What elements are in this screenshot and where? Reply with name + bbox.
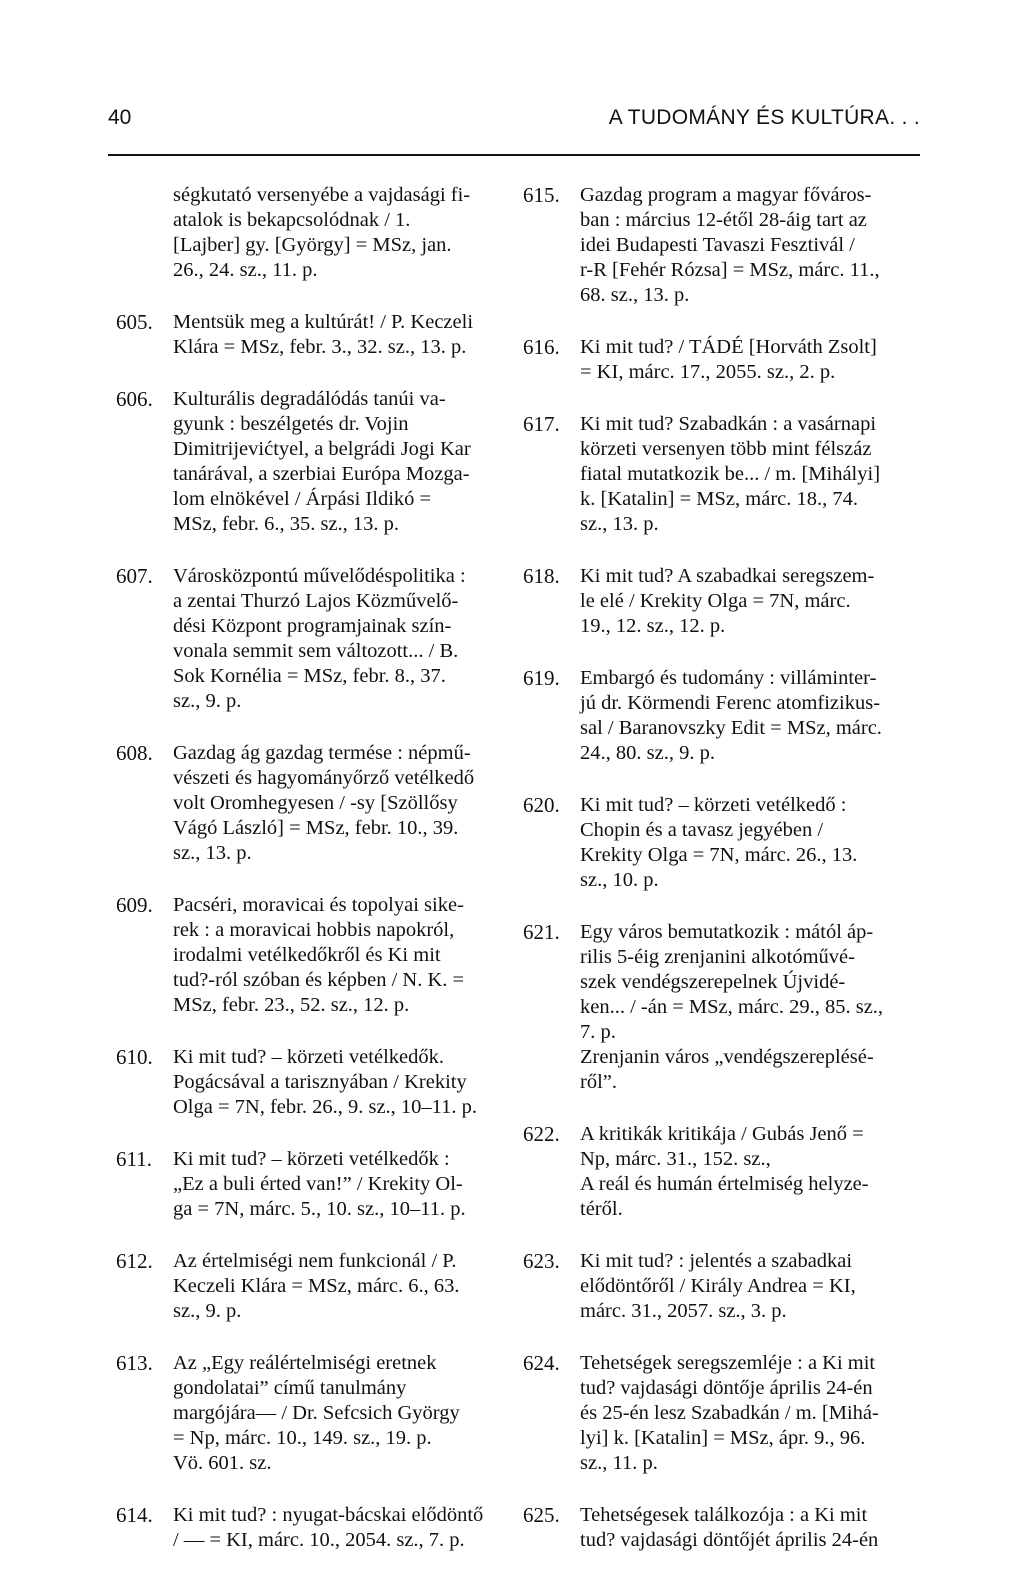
entry-line: tud? vajdasági döntőjét április 24-én [580, 1529, 879, 1551]
page-header [108, 96, 920, 156]
entry-line: Ki mit tud? Szabadkán : a vasárnapi [580, 413, 877, 435]
entry-line: Az „Egy reálértelmiségi eretnek [173, 1352, 437, 1374]
entry-line: Dimitrijevićtyel, a belgrádi Jogi Kar [173, 438, 471, 460]
entry-number: 624. [523, 1351, 560, 1375]
bibliography-entry [116, 387, 516, 537]
entry-line: Gazdag ág gazdag termése : népmű- [173, 742, 471, 764]
entry-line: ről”. [580, 1071, 617, 1093]
entry-line: Embargó és tudomány : villáminter- [580, 667, 877, 689]
entry-line: ga = 7N, márc. 5., 10. sz., 10–11. p. [173, 1198, 466, 1220]
entry-number: 621. [523, 920, 560, 944]
entry-number: 616. [523, 335, 560, 359]
bibliography-entry [116, 564, 516, 714]
entry-line: = Np, márc. 10., 149. sz., 19. p. [173, 1427, 432, 1449]
entry-number: 614. [116, 1503, 153, 1527]
entry-line: rilis 5-éig zrenjanini alkotóművé- [580, 946, 855, 968]
bibliography-entry [116, 310, 516, 360]
entry-line: Ki mit tud? – körzeti vetélkedők : [173, 1148, 450, 1170]
entry-line: Ki mit tud? : jelentés a szabadkai [580, 1250, 853, 1272]
entry-text [580, 666, 923, 766]
entry-line: jú dr. Körmendi Ferenc atomfizikus- [580, 692, 881, 714]
entry-line: Np, márc. 31., 152. sz., [580, 1148, 771, 1170]
entry-number: 612. [116, 1249, 153, 1273]
entry-number: 613. [116, 1351, 153, 1375]
bibliography-entry [523, 564, 923, 639]
entry-line: Gazdag program a magyar főváros- [580, 184, 872, 206]
entry-line: Ki mit tud? – körzeti vetélkedő : [580, 794, 847, 816]
entry-line: Klára = MSz, febr. 3., 32. sz., 13. p. [173, 336, 467, 358]
bibliography-entry [116, 1351, 516, 1476]
entry-line: Vágó László] = MSz, febr. 10., 39. [173, 817, 459, 839]
entry-line: / — = KI, márc. 10., 2054. sz., 7. p. [173, 1529, 465, 1551]
entry-line: tud? vajdasági döntője április 24-én [580, 1377, 873, 1399]
entry-line: Olga = 7N, febr. 26., 9. sz., 10–11. p. [173, 1096, 478, 1118]
entry-line: Városközpontú művelődéspolitika : [173, 565, 466, 587]
entry-line: k. [Katalin] = MSz, márc. 18., 74. [580, 488, 859, 510]
entry-line: Zrenjanin város „vendégszereplésé- [580, 1046, 874, 1068]
running-title: A TUDOMÁNY ÉS KULTÚRA. . . [608, 106, 920, 129]
entry-text [173, 1045, 516, 1120]
entry-text [173, 387, 516, 537]
entry-text [580, 1351, 923, 1476]
entry-line: Chopin és a tavasz jegyében / [580, 819, 824, 841]
entry-line: Pogácsával a tarisznyában / Krekity [173, 1071, 467, 1093]
entry-text [173, 310, 516, 360]
entry-line: A reál és humán értelmiség helyze- [580, 1173, 869, 1195]
entry-line: Tehetségek seregszemléje : a Ki mit [580, 1352, 876, 1374]
page-number: 40 [108, 106, 132, 129]
bibliography-entry [116, 1503, 516, 1553]
entry-line: A kritikák kritikája / Gubás Jenő = [580, 1123, 864, 1145]
entry-line: MSz, febr. 6., 35. sz., 13. p. [173, 513, 400, 535]
entry-number: 608. [116, 741, 153, 765]
entry-text [580, 920, 923, 1095]
entry-text [580, 1122, 923, 1222]
entry-line: 19., 12. sz., 12. p. [580, 615, 726, 637]
entry-line: rek : a moravicai hobbis napokról, [173, 919, 455, 941]
entry-text [580, 335, 923, 385]
entry-number: 619. [523, 666, 560, 690]
entry-line: és 25-én lesz Szabadkán / m. [Mihá- [580, 1402, 879, 1424]
bibliography-entry [116, 1147, 516, 1222]
entry-line: Ki mit tud? A szabadkai seregszem- [580, 565, 875, 587]
entry-line: Egy város bemutatkozik : mától áp- [580, 921, 874, 943]
entry-line: atalok is bekapcsolódnak / 1. [173, 209, 411, 231]
entry-number: 620. [523, 793, 560, 817]
entry-line: gondolatai” című tanulmány [173, 1377, 407, 1399]
entry-text [580, 1249, 923, 1324]
entry-line: elődöntőről / Király Andrea = KI, [580, 1275, 856, 1297]
entry-text [580, 1503, 923, 1553]
entry-line: sz., 13. p. [580, 513, 659, 535]
entry-line: = KI, márc. 17., 2055. sz., 2. p. [580, 361, 836, 383]
entry-number: 611. [116, 1147, 152, 1171]
entry-line: irodalmi vetélkedőkről és Ki mit [173, 944, 441, 966]
entry-line: Az értelmiségi nem funkcionál / P. [173, 1250, 457, 1272]
entry-line: Mentsük meg a kultúrát! / P. Keczeli [173, 311, 474, 333]
bibliography-entry [523, 666, 923, 766]
entry-line: Pacséri, moravicai és topolyai sike- [173, 894, 464, 916]
entry-line: tanárával, a szerbiai Európa Mozga- [173, 463, 470, 485]
entry-line: margójára— / Dr. Sefcsich György [173, 1402, 460, 1424]
entry-text [173, 1249, 516, 1324]
entry-line: ken... / -án = MSz, márc. 29., 85. sz., [580, 996, 884, 1018]
entry-line: 26., 24. sz., 11. p. [173, 259, 318, 281]
bibliography-entry [523, 183, 923, 308]
entry-line: lom elnökével / Árpási Ildikó = [173, 488, 432, 510]
entry-number: 610. [116, 1045, 153, 1069]
bibliography-entry [523, 412, 923, 537]
bibliography-entry [523, 1249, 923, 1324]
bibliography-entry [116, 741, 516, 866]
entry-number: 607. [116, 564, 153, 588]
entry-line: Ki mit tud? : nyugat-bácskai elődöntő [173, 1504, 484, 1526]
entry-number: 625. [523, 1503, 560, 1527]
entry-text [173, 1147, 516, 1222]
continued-entry [116, 183, 516, 283]
bibliography-entry [116, 1249, 516, 1324]
bibliography-entry [116, 893, 516, 1018]
entry-line: gyunk : beszélgetés dr. Vojin [173, 413, 409, 435]
entry-line: szek vendégszerepelnek Újvidé- [580, 971, 846, 993]
entry-line: [Lajber] gy. [György] = MSz, jan. [173, 234, 452, 256]
entry-line: sz., 10. p. [580, 869, 659, 891]
entry-text [580, 564, 923, 639]
entry-line: Keczeli Klára = MSz, márc. 6., 63. [173, 1275, 460, 1297]
bibliography-entry [523, 793, 923, 893]
entry-line: le elé / Krekity Olga = 7N, márc. [580, 590, 851, 612]
entry-number: 623. [523, 1249, 560, 1273]
entry-line: idei Budapesti Tavaszi Fesztivál / [580, 234, 855, 256]
entry-number: 622. [523, 1122, 560, 1146]
entry-line: lyi] k. [Katalin] = MSz, ápr. 9., 96. [580, 1427, 866, 1449]
entry-line: márc. 31., 2057. sz., 3. p. [580, 1300, 787, 1322]
entry-line: körzeti versenyen több mint félszáz [580, 438, 872, 460]
bibliography-entry [523, 1503, 923, 1553]
right-column [523, 183, 923, 1580]
entry-text [173, 1351, 516, 1476]
entry-text [173, 893, 516, 1018]
entry-text [173, 564, 516, 714]
entry-line: téről. [580, 1198, 623, 1220]
entry-line: Ki mit tud? / TÁDÉ [Horváth Zsolt] [580, 336, 877, 358]
entry-line: Vö. 601. sz. [173, 1452, 272, 1474]
entry-line: a zentai Thurzó Lajos Közművelő- [173, 590, 459, 612]
entry-line: Ki mit tud? – körzeti vetélkedők. [173, 1046, 444, 1068]
entry-number: 617. [523, 412, 560, 436]
entry-number: 615. [523, 183, 560, 207]
entry-line: sz., 13. p. [173, 842, 252, 864]
right-entry-list [523, 183, 923, 1553]
entry-text [173, 1503, 516, 1553]
bibliography-entry [523, 1122, 923, 1222]
bibliography-entry [523, 1351, 923, 1476]
entry-number: 605. [116, 310, 153, 334]
entry-line: 24., 80. sz., 9. p. [580, 742, 715, 764]
entry-line: fiatal mutatkozik be... / m. [Mihályi] [580, 463, 881, 485]
entry-line: Sok Kornélia = MSz, febr. 8., 37. [173, 665, 446, 687]
bibliography-entry [523, 335, 923, 385]
entry-line: „Ez a buli érted van!” / Krekity Ol- [173, 1173, 463, 1195]
entry-line: vészeti és hagyományőrző vetélkedő [173, 767, 475, 789]
entry-line: MSz, febr. 23., 52. sz., 12. p. [173, 994, 410, 1016]
entry-line: 68. sz., 13. p. [580, 284, 690, 306]
entry-line: sz., 11. p. [580, 1452, 658, 1474]
entry-number: 609. [116, 893, 153, 917]
entry-line: vonala semmit sem változott... / B. [173, 640, 459, 662]
left-column [116, 183, 516, 1580]
continued-entry-text [173, 183, 516, 283]
left-entry-list [116, 310, 516, 1553]
entry-line: 7. p. [580, 1021, 616, 1043]
entry-number: 606. [116, 387, 153, 411]
entry-line: Tehetségesek találkozója : a Ki mit [580, 1504, 868, 1526]
entry-line: Kulturális degradálódás tanúi va- [173, 388, 446, 410]
entry-line: sal / Baranovszky Edit = MSz, márc. [580, 717, 882, 739]
entry-line: sz., 9. p. [173, 1300, 242, 1322]
entry-line: volt Oromhegyesen / -sy [Szöllősy [173, 792, 458, 814]
entry-number: 618. [523, 564, 560, 588]
entry-line: ségkutató versenyébe a vajdasági fi- [173, 184, 471, 206]
entry-line: sz., 9. p. [173, 690, 242, 712]
entry-text [580, 793, 923, 893]
bibliography-entry [523, 920, 923, 1095]
entry-line: ban : március 12-étől 28-áig tart az [580, 209, 867, 231]
entry-text [580, 412, 923, 537]
bibliography-entry [116, 1045, 516, 1120]
entry-line: tud?-ról szóban és képben / N. K. = [173, 969, 465, 991]
entry-text [173, 741, 516, 866]
entry-line: r-R [Fehér Rózsa] = MSz, márc. 11., [580, 259, 880, 281]
entry-line: Krekity Olga = 7N, márc. 26., 13. [580, 844, 858, 866]
entry-text [580, 183, 923, 308]
entry-line: dési Központ programjainak szín- [173, 615, 452, 637]
